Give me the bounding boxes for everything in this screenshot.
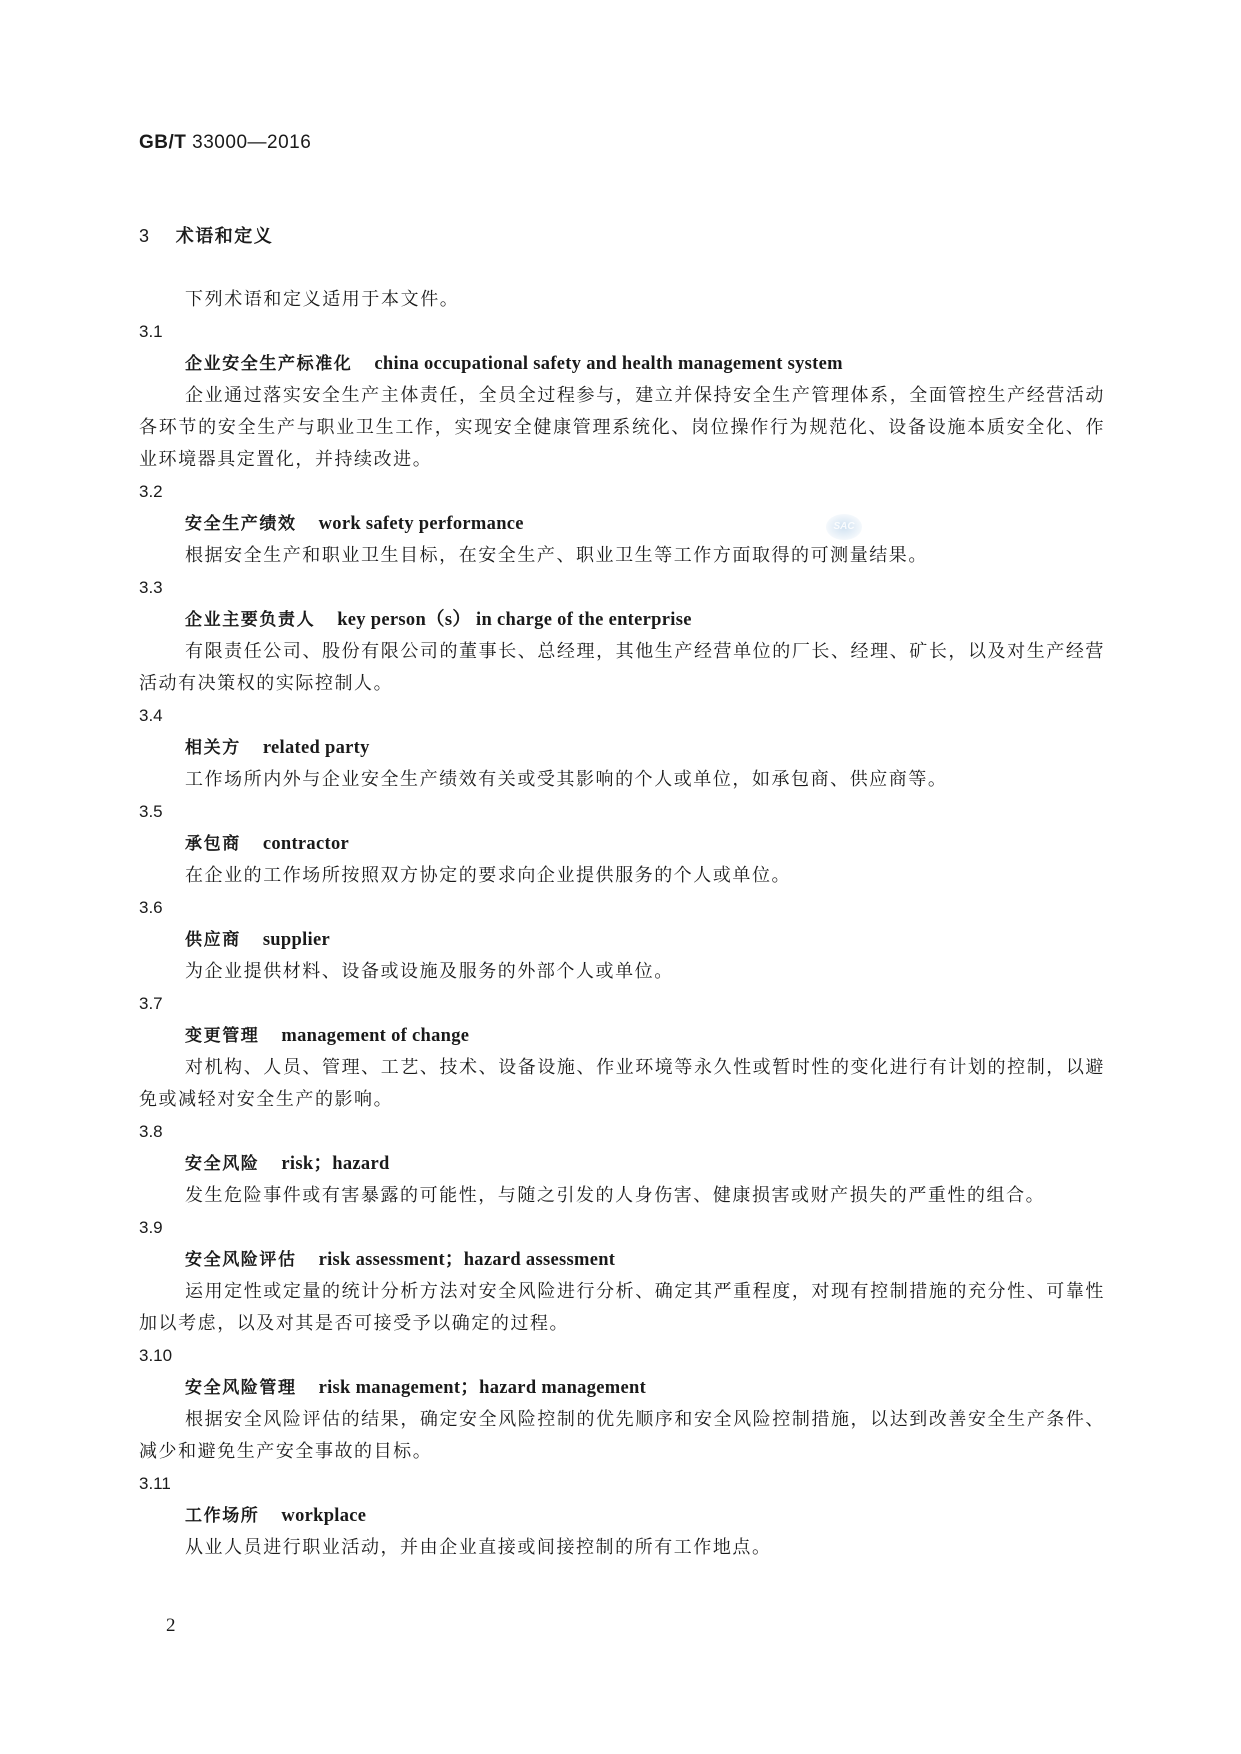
term-number: 3.3 (139, 578, 163, 597)
term-heading (139, 1244, 1105, 1276)
term-entry (139, 1116, 1105, 1212)
term-zh: 安全生产绩效 (185, 514, 297, 534)
term-number: 3.7 (139, 994, 163, 1013)
term-zh: 企业主要负责人 (185, 610, 316, 630)
term-zh: 承包商 (185, 834, 241, 854)
term-heading (139, 1372, 1105, 1404)
term-number: 3.2 (139, 482, 163, 501)
term-en: supplier (262, 930, 330, 950)
section-heading (139, 222, 273, 248)
term-en: work safety performance (318, 514, 524, 534)
term-entries (139, 316, 1105, 1564)
intro-paragraph: 下列术语和定义适用于本文件。 (185, 289, 460, 310)
page-number: 2 (166, 1615, 176, 1636)
term-heading (139, 732, 1105, 764)
term-zh: 相关方 (185, 738, 241, 758)
term-entry (139, 700, 1105, 796)
term-number: 3.11 (139, 1474, 171, 1493)
term-heading (139, 924, 1105, 956)
term-heading (139, 604, 1105, 636)
term-number: 3.5 (139, 802, 163, 821)
term-heading (139, 828, 1105, 860)
term-en: risk assessment；hazard assessment (318, 1250, 616, 1270)
sac-watermark-logo: SAC (826, 514, 862, 540)
term-definition: 有限责任公司、股份有限公司的董事长、总经理，其他生产经营单位的厂长、经理、矿长，以及对生产经营活动有决策权的实际控制人。 (139, 641, 1105, 694)
term-definition: 在企业的工作场所按照双方协定的要求向企业提供服务的个人或单位。 (185, 865, 792, 886)
term-number: 3.4 (139, 706, 163, 725)
term-zh: 供应商 (185, 930, 241, 950)
term-entry (139, 1340, 1105, 1468)
term-definition: 工作场所内外与企业安全生产绩效有关或受其影响的个人或单位，如承包商、供应商等。 (185, 769, 948, 790)
terms-content (139, 284, 1105, 1564)
term-zh: 工作场所 (185, 1506, 260, 1526)
term-number: 3.10 (139, 1346, 173, 1365)
term-number: 3.1 (139, 322, 163, 341)
term-heading (139, 1148, 1105, 1180)
term-entry (139, 572, 1105, 700)
term-en: risk；hazard (281, 1154, 390, 1174)
term-heading (139, 1500, 1105, 1532)
term-heading (139, 348, 1105, 380)
term-zh: 安全风险评估 (185, 1250, 297, 1270)
standard-prefix: GB/T (139, 132, 187, 153)
term-entry (139, 1212, 1105, 1340)
term-en: china occupational safety and health management system (374, 354, 843, 374)
term-definition: 为企业提供材料、设备或设施及服务的外部个人或单位。 (185, 961, 674, 982)
standard-code (139, 132, 311, 154)
term-entry (139, 796, 1105, 892)
term-en: risk management；hazard management (318, 1378, 647, 1398)
term-en: contractor (262, 834, 350, 854)
term-zh: 安全风险管理 (185, 1378, 297, 1398)
term-number: 3.8 (139, 1122, 163, 1141)
term-number: 3.6 (139, 898, 163, 917)
term-definition: 从业人员进行职业活动，并由企业直接或间接控制的所有工作地点。 (185, 1537, 772, 1558)
term-zh: 企业安全生产标准化 (185, 354, 353, 374)
term-heading (139, 1020, 1105, 1052)
term-entry (139, 988, 1105, 1116)
term-definition: 运用定性或定量的统计分析方法对安全风险进行分析、确定其严重程度，对现有控制措施的充分性、可靠性加以考虑，以及对其是否可接受予以确定的过程。 (139, 1281, 1105, 1334)
term-entry (139, 1468, 1105, 1564)
term-en: workplace (281, 1506, 367, 1526)
term-en: management of change (281, 1026, 470, 1046)
term-entry (139, 476, 1105, 572)
term-entry (139, 892, 1105, 988)
term-heading (139, 508, 1105, 540)
term-definition: 对机构、人员、管理、工艺、技术、设备设施、作业环境等永久性或暂时性的变化进行有计划的控制，以避免或减轻对安全生产的影响。 (139, 1057, 1105, 1110)
term-zh: 变更管理 (185, 1026, 260, 1046)
term-en: key person（s） in charge of the enterprise (337, 610, 692, 630)
section-number: 3 (139, 226, 151, 246)
term-number: 3.9 (139, 1218, 163, 1237)
term-definition: 根据安全生产和职业卫生目标，在安全生产、职业卫生等工作方面取得的可测量结果。 (185, 545, 928, 566)
standard-number: 33000—2016 (192, 132, 312, 153)
term-en: related party (262, 738, 370, 758)
term-definition: 根据安全风险评估的结果，确定安全风险控制的优先顺序和安全风险控制措施，以达到改善安全生产条件、减少和避免生产安全事故的目标。 (139, 1409, 1105, 1462)
term-zh: 安全风险 (185, 1154, 260, 1174)
term-entry (139, 316, 1105, 476)
section-title: 术语和定义 (175, 226, 274, 247)
term-definition: 企业通过落实安全生产主体责任，全员全过程参与，建立并保持安全生产管理体系，全面管控生产经营活动各环节的安全生产与职业卫生工作，实现安全健康管理系统化、岗位操作行为规范化、设备设施本质安全化、作业环境器具定置化，并持续改进。 (139, 385, 1105, 470)
term-definition: 发生危险事件或有害暴露的可能性，与随之引发的人身伤害、健康损害或财产损失的严重性的组合。 (185, 1185, 1046, 1206)
